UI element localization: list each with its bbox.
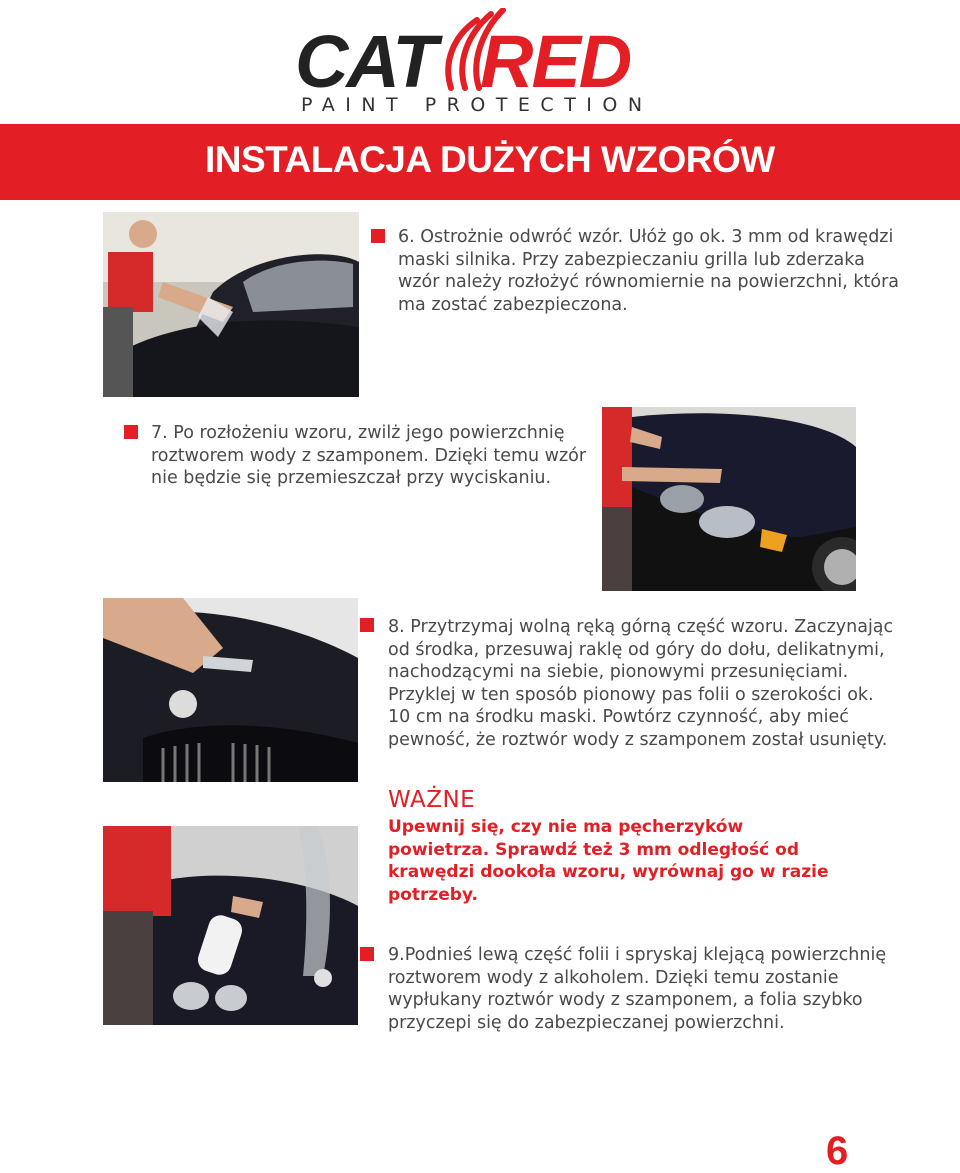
- step-6-bullet: [371, 229, 385, 243]
- logo-word-red: RED: [480, 20, 631, 103]
- logo-word-cat: CAT: [295, 20, 436, 103]
- photo-step-8: [103, 598, 358, 782]
- photo-step-6: [103, 212, 359, 397]
- photo-step-7: [602, 407, 856, 591]
- step-7-text: 7. Po rozłożeniu wzoru, zwilż jego powierzchnię roztworem wody z szamponem. Dzięki temu wzór nie będzie się przemieszczał przy wyciskaniu.: [151, 423, 587, 488]
- step-9-bullet: [360, 947, 374, 961]
- page-title: INSTALACJA DUŻYCH WZORÓW: [205, 139, 775, 180]
- logo-tagline: PAINT PROTECTION: [301, 94, 653, 116]
- warning-text: Upewnij się, czy nie ma pęcherzyków powietrza. Sprawdź też 3 mm odległość od krawędzi dookoła wzoru, wyrównaj go w razie potrzeby.: [388, 817, 829, 905]
- warning-title: WAŻNE: [388, 787, 476, 813]
- step-7-bullet: [124, 425, 138, 439]
- brand-logo: [295, 8, 670, 120]
- step-8-text: 8. Przytrzymaj wolną ręką górną część wzoru. Zaczynając od środka, przesuwaj raklę od góry do dołu, delikatnymi, nachodzącymi na siebie, pionowymi przesunięciami. Przyklej w ten sposób pionowy pas folii o szerokości ok. 10 cm na środku maski. Powtórz czynność, aby mieć pewność, że roztwór wody z szamponem został usunięty.: [388, 617, 894, 750]
- step-9-text: 9.Podnieś lewą część folii i spryskaj klejącą powierzchnię roztworem wody z alkoholem. Dzięki temu zostanie wypłukany roztwór wody z szamponem, a folia szybko przyczepi się do zabezpieczanej powierzchni.: [388, 945, 887, 1033]
- page-number: 6: [826, 1129, 849, 1173]
- step-6-text: 6. Ostrożnie odwróć wzór. Ułóż go ok. 3 mm od krawędzi maski silnika. Przy zabezpieczaniu grilla lub zderzaka wzór należy rozłożyć równomiernie na powierzchni, która ma zostać zabezpieczona.: [398, 227, 900, 315]
- photo-step-9: [103, 826, 358, 1025]
- step-8-bullet: [360, 618, 374, 632]
